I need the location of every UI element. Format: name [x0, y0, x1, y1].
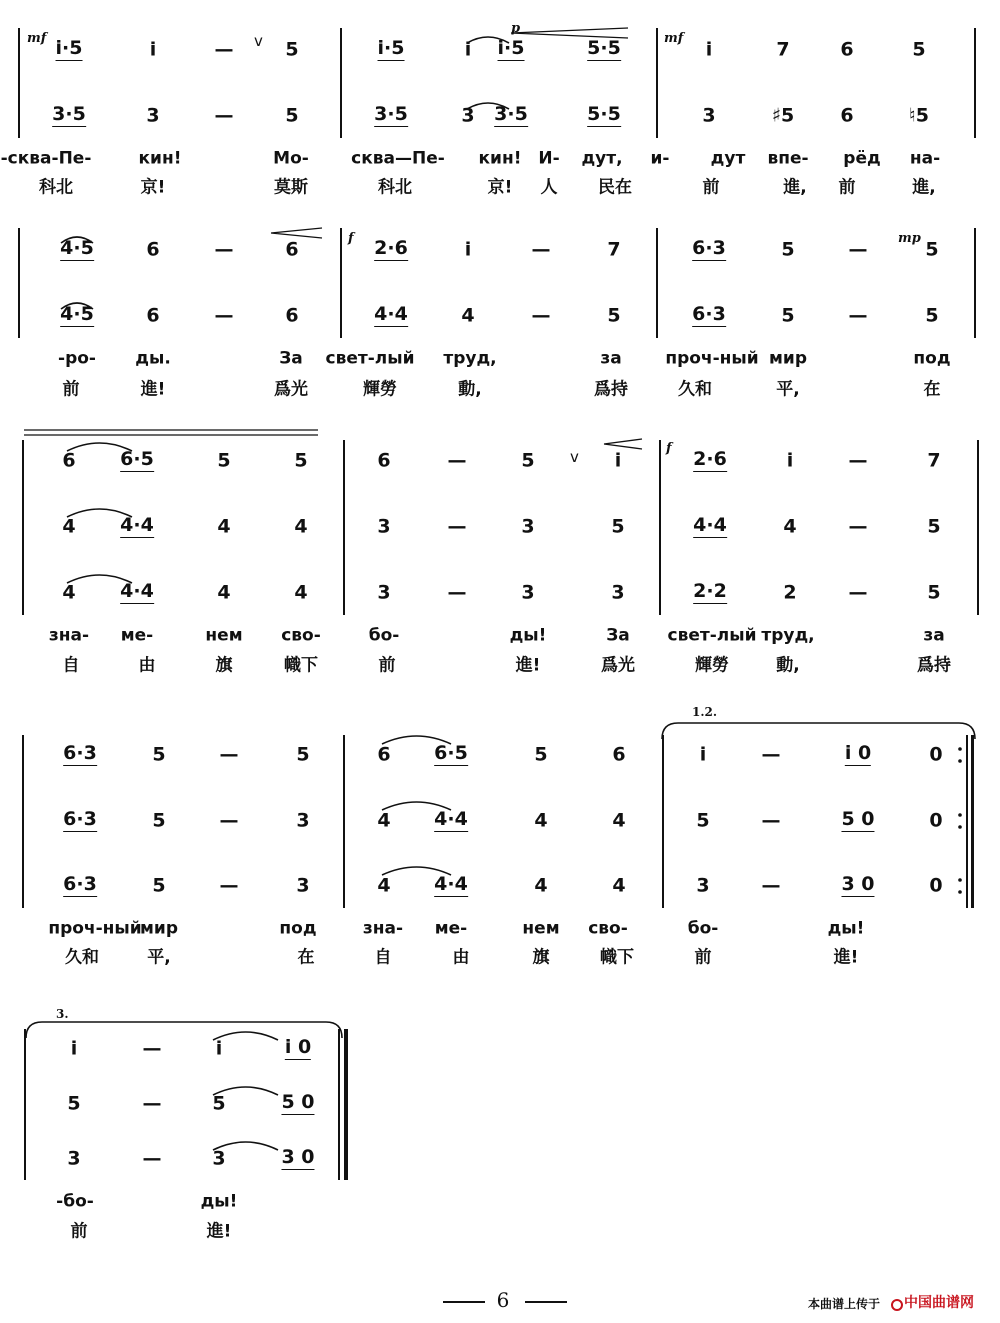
- lyric-chinese: 旗: [532, 947, 550, 968]
- volta-bracket: [662, 723, 975, 739]
- note: 4: [783, 515, 797, 538]
- lyric-chinese: 在: [923, 379, 941, 400]
- note: 4: [534, 809, 548, 832]
- lyric-chinese: 在: [297, 947, 315, 968]
- repeat-dot: [958, 747, 962, 751]
- note: 4: [294, 515, 308, 538]
- note: 4: [217, 515, 231, 538]
- dynamic-mark: f: [348, 231, 354, 246]
- barline: [656, 28, 658, 138]
- note: 3: [67, 1147, 81, 1170]
- note: —: [848, 515, 868, 538]
- volta-label: 1.2.: [692, 705, 718, 719]
- note: 3: [377, 581, 391, 604]
- note: 6: [612, 743, 626, 766]
- note: 6: [840, 38, 854, 61]
- repeat-barline: [966, 735, 968, 908]
- note: 5: [925, 238, 939, 261]
- note: 6: [285, 238, 299, 261]
- note: —: [848, 449, 868, 472]
- note: 5: [912, 38, 926, 61]
- note: i·5: [55, 37, 83, 59]
- dynamic-mark: mp: [898, 231, 921, 246]
- note: 4: [612, 809, 626, 832]
- note: 4: [217, 581, 231, 604]
- lyric-russian: рёд: [843, 148, 881, 169]
- lyric-chinese: 爲持: [594, 379, 628, 400]
- lyric-russian: -ро-: [58, 348, 96, 369]
- lyric-russian: ды!: [509, 625, 547, 646]
- barline: [343, 735, 345, 908]
- note: i: [464, 38, 472, 61]
- note: i 0: [284, 1036, 312, 1058]
- page-number-dash: [443, 1301, 485, 1303]
- note: —: [531, 238, 551, 261]
- site-logo: 中国曲谱网: [904, 1295, 974, 1311]
- crescendo-hairpin: [271, 228, 322, 238]
- lyric-russian: дут,: [581, 148, 623, 169]
- barline: [340, 28, 342, 138]
- repeat-dot: [958, 878, 962, 882]
- lyric-russian: За: [606, 625, 630, 646]
- lyric-chinese: 旗: [215, 655, 233, 676]
- note: —: [219, 874, 239, 897]
- lyric-chinese: 自: [62, 655, 80, 676]
- lyric-chinese: 前: [70, 1221, 88, 1242]
- barline: [24, 1029, 26, 1180]
- note: 6: [840, 104, 854, 127]
- note: 2·2: [693, 580, 727, 602]
- note: 4: [612, 874, 626, 897]
- note: 4·4: [434, 873, 468, 895]
- note: 4·5: [60, 303, 94, 325]
- repeat-barline-thick: [971, 735, 974, 908]
- note: —: [214, 304, 234, 327]
- lyric-russian: впе-: [767, 148, 809, 169]
- note: —: [848, 238, 868, 261]
- lyric-russian: под: [913, 348, 951, 369]
- upload-credit: 本曲谱上传于: [808, 1297, 881, 1311]
- note: —: [214, 104, 234, 127]
- note: 7: [607, 238, 621, 261]
- note: 5 0: [281, 1091, 315, 1113]
- repeat-dot: [958, 890, 962, 894]
- note: 4: [294, 581, 308, 604]
- lyric-russian: проч-ный: [48, 918, 142, 939]
- note: —: [848, 304, 868, 327]
- note: —: [447, 581, 467, 604]
- lyric-chinese: 進!: [206, 1221, 232, 1242]
- note: 2·6: [374, 237, 408, 259]
- lyric-russian: проч-ный: [665, 348, 759, 369]
- note: 6: [285, 304, 299, 327]
- logo-icon: [892, 1300, 902, 1310]
- lyric-russian: свет-лый: [325, 348, 415, 369]
- note: —: [761, 874, 781, 897]
- note: 6·3: [63, 742, 97, 764]
- note: 2·6: [693, 448, 727, 470]
- note: —: [447, 515, 467, 538]
- note: 0: [929, 874, 943, 897]
- slur: [213, 1032, 278, 1040]
- lyric-russian: ды!: [200, 1191, 238, 1212]
- note: 6·3: [63, 808, 97, 830]
- note: 0: [929, 743, 943, 766]
- note: 3: [521, 581, 535, 604]
- note: —: [142, 1037, 162, 1060]
- barline: [659, 440, 661, 615]
- lyric-chinese: 幟下: [600, 947, 634, 968]
- page-number: 6: [496, 1288, 510, 1312]
- note: 5: [607, 304, 621, 327]
- note: —: [761, 743, 781, 766]
- note: 6·3: [692, 303, 726, 325]
- note: —: [214, 238, 234, 261]
- note: 6: [377, 449, 391, 472]
- note: i: [699, 743, 707, 766]
- lyric-russian: кин!: [478, 148, 522, 169]
- lyric-chinese: 進,: [783, 177, 807, 198]
- lyric-chinese: 京!: [487, 177, 513, 198]
- note: 6: [146, 238, 160, 261]
- lyric-chinese: 進,: [912, 177, 936, 198]
- lyric-chinese: 平,: [776, 379, 800, 400]
- lyric-chinese: 民在: [598, 177, 632, 198]
- lyric-chinese: 輝勞: [695, 655, 729, 676]
- note: 4·4: [120, 514, 154, 536]
- lyric-chinese: 京!: [140, 177, 166, 198]
- note: 3: [146, 104, 160, 127]
- note: 5: [781, 304, 795, 327]
- barline: [977, 440, 979, 615]
- lyric-chinese: 動,: [776, 655, 800, 676]
- note: 7: [776, 38, 790, 61]
- lyric-chinese: 莫斯: [274, 177, 308, 198]
- lyric-russian: ме-: [120, 625, 154, 646]
- lyric-chinese: 進!: [833, 947, 859, 968]
- note: 6·5: [434, 742, 468, 764]
- note: i: [705, 38, 713, 61]
- final-barline-thin: [338, 1029, 340, 1180]
- note: —: [531, 304, 551, 327]
- lyric-russian: сво-: [588, 918, 628, 939]
- note: 3: [296, 874, 310, 897]
- lyric-chinese: 爲光: [274, 379, 308, 400]
- barline: [656, 228, 658, 338]
- note: 3: [212, 1147, 226, 1170]
- lyric-russian: мир: [769, 348, 807, 369]
- lyric-chinese: 久和: [65, 947, 99, 968]
- note: 5: [294, 449, 308, 472]
- lyric-russian: кин!: [138, 148, 182, 169]
- barline: [662, 735, 664, 908]
- note: —: [142, 1147, 162, 1170]
- note: 5: [285, 104, 299, 127]
- lyric-russian: ды!: [827, 918, 865, 939]
- note: 4: [461, 304, 475, 327]
- note: 7: [927, 449, 941, 472]
- note: 6·3: [692, 237, 726, 259]
- note: 3: [296, 809, 310, 832]
- note: —: [447, 449, 467, 472]
- note: 5: [217, 449, 231, 472]
- note: 6: [377, 743, 391, 766]
- lyric-chinese: 爲光: [601, 655, 635, 676]
- note: 5: [611, 515, 625, 538]
- note: 3·5: [494, 103, 528, 125]
- lyric-chinese: 進!: [140, 379, 166, 400]
- note: 4: [62, 515, 76, 538]
- lyric-russian: Мо-: [273, 148, 309, 169]
- lyric-russian: И-: [538, 148, 560, 169]
- barline: [974, 228, 976, 338]
- barline: [18, 228, 20, 338]
- barline: [18, 28, 20, 138]
- lyric-chinese: 幟下: [284, 655, 318, 676]
- note: 6·5: [120, 448, 154, 470]
- lyric-russian: за: [600, 348, 622, 369]
- note: 5: [152, 743, 166, 766]
- note: 5: [781, 238, 795, 261]
- note: 5: [696, 809, 710, 832]
- note: i: [215, 1037, 223, 1060]
- barline: [22, 735, 24, 908]
- note: —: [761, 809, 781, 832]
- lyric-chinese: 由: [452, 947, 470, 968]
- lyric-russian: бо-: [687, 918, 719, 939]
- lyric-russian: ды.: [135, 348, 171, 369]
- lyric-chinese: 科北: [378, 177, 412, 198]
- note: 5: [927, 581, 941, 604]
- note: 5: [296, 743, 310, 766]
- note: 4: [377, 874, 391, 897]
- note: 5: [534, 743, 548, 766]
- lyric-russian: зна-: [48, 625, 90, 646]
- note: 6·3: [63, 873, 97, 895]
- note: 3 0: [841, 873, 875, 895]
- note: 3: [377, 515, 391, 538]
- note: —: [848, 581, 868, 604]
- lyric-russian: дут: [710, 148, 746, 169]
- note: —: [219, 809, 239, 832]
- note: 3: [702, 104, 716, 127]
- dynamic-mark: mf: [664, 31, 684, 46]
- lyric-chinese: 動,: [458, 379, 482, 400]
- lyric-russian: на-: [909, 148, 941, 169]
- repeat-dot: [958, 813, 962, 817]
- note: 4·4: [120, 580, 154, 602]
- lyric-chinese: 久和: [678, 379, 712, 400]
- note: —: [214, 38, 234, 61]
- lyric-russian: нем: [522, 918, 560, 939]
- note: 3: [461, 104, 475, 127]
- lyric-russian: сква—Пе-: [351, 148, 445, 169]
- note: 2: [783, 581, 797, 604]
- lyric-russian: зна-: [362, 918, 404, 939]
- note: 4·4: [693, 514, 727, 536]
- lyric-russian: нем: [205, 625, 243, 646]
- page-number-dash: [525, 1301, 567, 1303]
- note: i: [614, 449, 622, 472]
- final-barline-thick: [344, 1029, 348, 1180]
- note: 5: [67, 1092, 81, 1115]
- lyric-russian: ме-: [434, 918, 468, 939]
- note: 5: [212, 1092, 226, 1115]
- note: 4·4: [374, 303, 408, 325]
- note: i·5: [377, 37, 405, 59]
- note: 5: [521, 449, 535, 472]
- note: 4·5: [60, 237, 94, 259]
- note: 5: [927, 515, 941, 538]
- breath-mark: v: [254, 32, 263, 50]
- note: 3: [521, 515, 535, 538]
- note: 3·5: [52, 103, 86, 125]
- note: 0: [929, 809, 943, 832]
- note: i: [786, 449, 794, 472]
- lyric-chinese: 輝勞: [363, 379, 397, 400]
- lyric-chinese: 前: [702, 177, 720, 198]
- lyric-russian: и-: [650, 148, 670, 169]
- note: i: [464, 238, 472, 261]
- note: 5·5: [587, 37, 621, 59]
- note: 3·5: [374, 103, 408, 125]
- dynamic-mark: p: [511, 21, 521, 36]
- lyric-chinese: 爲持: [917, 655, 951, 676]
- barline: [22, 440, 24, 615]
- lyric-chinese: 科北: [39, 177, 73, 198]
- note: 6: [62, 449, 76, 472]
- note: i: [149, 38, 157, 61]
- lyric-chinese: 由: [138, 655, 156, 676]
- barline: [974, 28, 976, 138]
- lyric-russian: под: [279, 918, 317, 939]
- note: 5: [152, 874, 166, 897]
- lyric-chinese: 前: [694, 947, 712, 968]
- note: 5·5: [587, 103, 621, 125]
- breath-mark: v: [570, 448, 579, 466]
- lyric-chinese: 前: [838, 177, 856, 198]
- note: 3: [611, 581, 625, 604]
- note: 4: [377, 809, 391, 832]
- repeat-dot: [958, 759, 962, 763]
- lyric-russian: свет-лый: [667, 625, 757, 646]
- lyric-russian: труд,: [443, 348, 497, 369]
- note: 5: [152, 809, 166, 832]
- lyric-russian: За: [279, 348, 303, 369]
- barline: [343, 440, 345, 615]
- note: 6: [146, 304, 160, 327]
- note: —: [142, 1092, 162, 1115]
- note: i 0: [844, 742, 872, 764]
- barline: [340, 228, 342, 338]
- note: 4: [62, 581, 76, 604]
- note: 3: [696, 874, 710, 897]
- dynamic-line: [24, 430, 318, 435]
- lyric-chinese: 進!: [515, 655, 541, 676]
- note: 3 0: [281, 1146, 315, 1168]
- volta-label: 3.: [56, 1007, 69, 1021]
- lyric-chinese: 前: [378, 655, 396, 676]
- note: 4: [534, 874, 548, 897]
- note: 5: [285, 38, 299, 61]
- lyric-chinese: 前: [62, 379, 80, 400]
- note: i: [70, 1037, 78, 1060]
- lyric-chinese: 自: [374, 947, 392, 968]
- note: 5 0: [841, 808, 875, 830]
- repeat-dot: [958, 825, 962, 829]
- lyric-russian: -сква-Пе-: [0, 148, 92, 169]
- dynamic-mark: f: [666, 441, 672, 456]
- note: i·5: [497, 37, 525, 59]
- crescendo-hairpin: [604, 439, 642, 449]
- note: ♮5: [908, 104, 930, 127]
- dynamic-mark: mf: [27, 31, 47, 46]
- lyric-russian: бо-: [368, 625, 400, 646]
- lyric-russian: сво-: [281, 625, 321, 646]
- lyric-russian: за: [923, 625, 945, 646]
- note: 4·4: [434, 808, 468, 830]
- lyric-chinese: 平,: [147, 947, 171, 968]
- note: 5: [925, 304, 939, 327]
- lyric-russian: мир: [140, 918, 178, 939]
- lyric-russian: -бо-: [56, 1191, 94, 1212]
- note: —: [219, 743, 239, 766]
- note: ♯5: [771, 104, 795, 127]
- lyric-russian: труд,: [761, 625, 815, 646]
- lyric-chinese: 人: [540, 177, 558, 198]
